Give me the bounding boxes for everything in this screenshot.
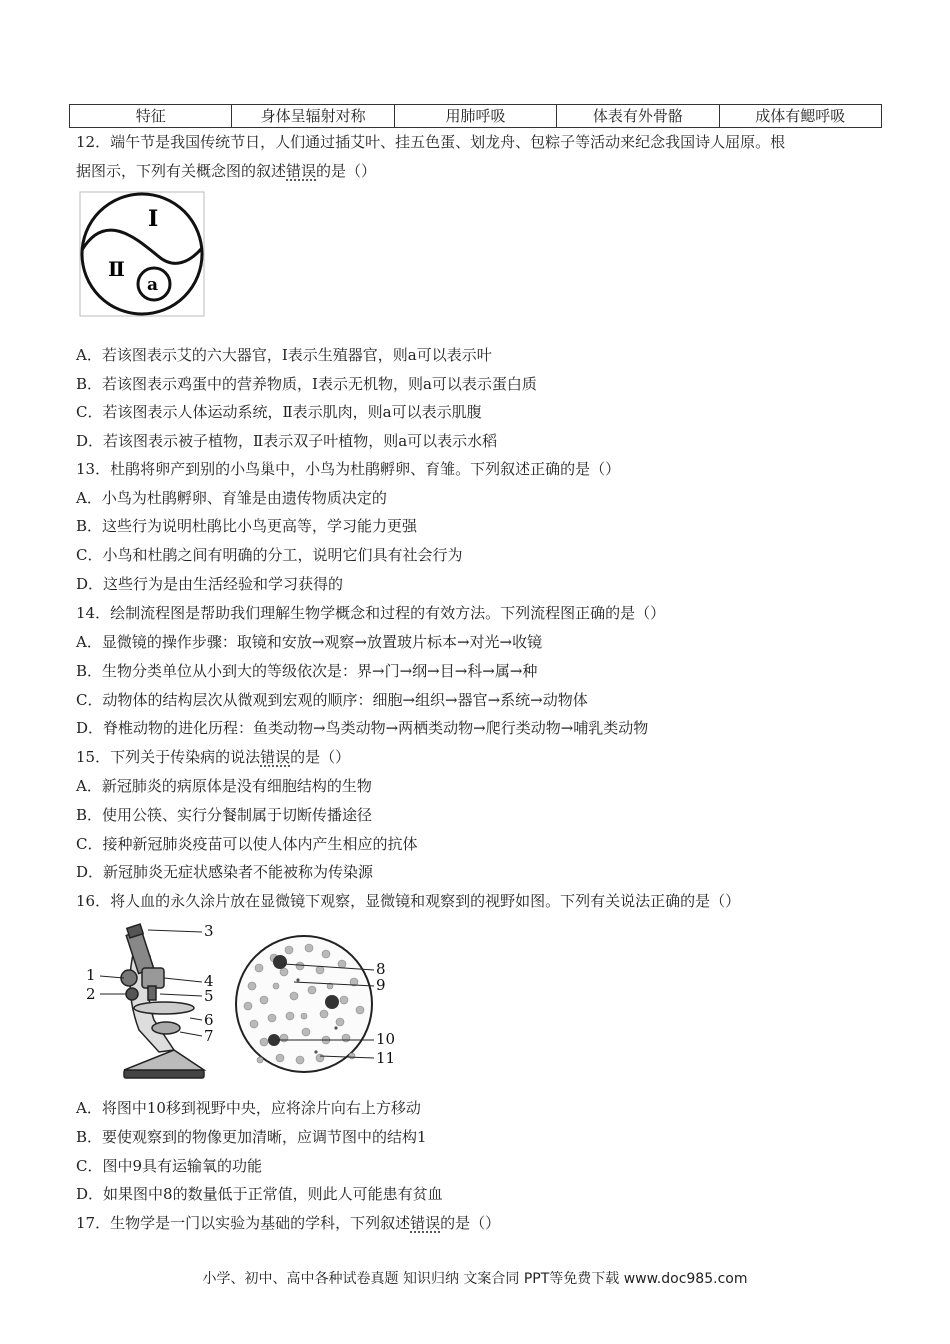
table-cell: 成体有鳃呼吸 bbox=[719, 105, 881, 128]
q15-option-c: C．接种新冠肺炎疫苗可以使人体内产生相应的抗体 bbox=[76, 835, 418, 853]
microscope-figure bbox=[84, 920, 414, 1082]
table-cell: 体表有外骨骼 bbox=[557, 105, 719, 128]
table-row bbox=[70, 105, 882, 128]
q13-option-a: A．小鸟为杜鹃孵卵、育雏是由遗传物质决定的 bbox=[76, 489, 387, 507]
q15-stem-end: 的是（） bbox=[290, 748, 351, 766]
stage bbox=[134, 1002, 194, 1014]
q14-option-a: A．显微镜的操作步骤：取镜和安放→观察→放置玻片标本→对光→收镜 bbox=[76, 633, 543, 651]
q12-option-b: B．若该图表示鸡蛋中的营养物质，Ⅰ表示无机物，则a可以表示蛋白质 bbox=[76, 375, 537, 393]
label-7: 7 bbox=[204, 1027, 214, 1045]
label-8: 8 bbox=[376, 960, 386, 978]
q14-option-b: B．生物分类单位从小到大的等级依次是：界→门→纲→目→科→属→种 bbox=[76, 662, 538, 680]
q15-option-d: D．新冠肺炎无症状感染者不能被称为传染源 bbox=[76, 863, 374, 881]
q16-stem: 16．将人血的永久涂片放在显微镜下观察，显微镜和观察到的视野如图。下列有关说法正确的是（） bbox=[76, 892, 741, 910]
q15-option-b: B．使用公筷、实行分餐制属于切断传播途径 bbox=[76, 806, 373, 824]
dividing-curve bbox=[82, 230, 202, 263]
q14-stem: 14．绘制流程图是帮助我们理解生物学概念和过程的有效方法。下列流程图正确的是（） bbox=[76, 604, 666, 622]
q16-option-c: C．图中9具有运输氧的功能 bbox=[76, 1157, 263, 1175]
table-cell: 用肺呼吸 bbox=[394, 105, 556, 128]
q17-stem-end: 的是（） bbox=[440, 1214, 501, 1232]
label-11: 11 bbox=[376, 1049, 396, 1067]
white-blood-cell bbox=[325, 995, 339, 1009]
label-2: 2 bbox=[86, 985, 96, 1003]
label-II: Ⅱ bbox=[108, 257, 125, 281]
page-footer: 小学、初中、高中各种试卷真题 知识归纳 文案合同 PPT等免费下载 www.doc985.com bbox=[202, 1271, 748, 1287]
objective bbox=[148, 986, 156, 1000]
q12-stem-text: 据图示，下列有关概念图的叙述 bbox=[76, 162, 287, 180]
q17-stem-text: 17．生物学是一门以实验为基础的学科，下列叙述 bbox=[76, 1214, 411, 1232]
q12-option-d: D．若该图表示被子植物，Ⅱ表示双子叶植物，则a可以表示水稻 bbox=[76, 432, 498, 450]
microscope-drawing bbox=[121, 924, 204, 1078]
q12-stem-end: 的是（） bbox=[316, 162, 377, 180]
q12-stem-line2 bbox=[76, 161, 376, 181]
q17-emphasis: 错误 bbox=[410, 1214, 441, 1232]
q14-option-c: C．动物体的结构层次从微观到宏观的顺序：细胞→组织→器官→系统→动物体 bbox=[76, 691, 588, 709]
q13-stem: 13．杜鹃将卵产到别的小鸟巢中，小鸟为杜鹃孵卵、育雏。下列叙述正确的是（） bbox=[76, 460, 621, 478]
q12-stem-line1: 12．端午节是我国传统节日，人们通过插艾叶、挂五色蛋、划龙舟、包粽子等活动来纪念我国诗人屈原。根 bbox=[76, 133, 786, 151]
white-blood-cell bbox=[273, 955, 287, 969]
table-cell: 身体呈辐射对称 bbox=[232, 105, 394, 128]
label-4: 4 bbox=[204, 972, 214, 990]
q15-stem bbox=[76, 747, 350, 767]
label-1: 1 bbox=[86, 966, 96, 984]
q12-option-c: C．若该图表示人体运动系统，Ⅱ表示肌肉，则a可以表示肌腹 bbox=[76, 403, 482, 421]
concept-diagram bbox=[78, 190, 206, 318]
q15-emphasis: 错误 bbox=[260, 748, 291, 766]
label-9: 9 bbox=[376, 976, 386, 994]
label-10: 10 bbox=[376, 1030, 396, 1048]
fine-focus-knob bbox=[126, 988, 138, 1000]
label-5: 5 bbox=[204, 987, 214, 1005]
q13-option-d: D．这些行为是由生活经验和学习获得的 bbox=[76, 575, 344, 593]
nosepiece bbox=[142, 968, 164, 988]
label-a: a bbox=[147, 275, 159, 295]
q12-option-a: A．若该图表示艾的六大器官，Ⅰ表示生殖器官，则a可以表示叶 bbox=[76, 346, 492, 364]
q16-option-a: A．将图中10移到视野中央，应将涂片向右上方移动 bbox=[76, 1099, 421, 1117]
q16-option-d: D．如果图中8的数量低于正常值，则此人可能患有贫血 bbox=[76, 1185, 443, 1203]
feature-table bbox=[69, 104, 882, 128]
field-of-view bbox=[236, 936, 395, 1072]
q17-stem bbox=[76, 1213, 500, 1233]
q13-option-c: C．小鸟和杜鹃之间有明确的分工，说明它们具有社会行为 bbox=[76, 546, 463, 564]
microscope-foot bbox=[124, 1050, 204, 1070]
q13-option-b: B．这些行为说明杜鹃比小鸟更高等，学习能力更强 bbox=[76, 517, 418, 535]
label-6: 6 bbox=[204, 1011, 214, 1029]
microscope-base bbox=[124, 1070, 204, 1078]
q16-option-b: B．要使观察到的物像更加清晰，应调节图中的结构1 bbox=[76, 1128, 427, 1146]
view-circle bbox=[236, 936, 372, 1072]
mirror bbox=[152, 1022, 180, 1034]
q15-stem-text: 15．下列关于传染病的说法 bbox=[76, 748, 261, 766]
table-cell: 特征 bbox=[70, 105, 232, 128]
q15-option-a: A．新冠肺炎的病原体是没有细胞结构的生物 bbox=[76, 777, 372, 795]
label-3: 3 bbox=[204, 922, 214, 940]
q14-option-d: D．脊椎动物的进化历程：鱼类动物→鸟类动物→两栖类动物→爬行类动物→哺乳类动物 bbox=[76, 719, 649, 737]
q12-emphasis: 错误 bbox=[286, 162, 317, 180]
label-I: Ⅰ bbox=[148, 206, 159, 232]
